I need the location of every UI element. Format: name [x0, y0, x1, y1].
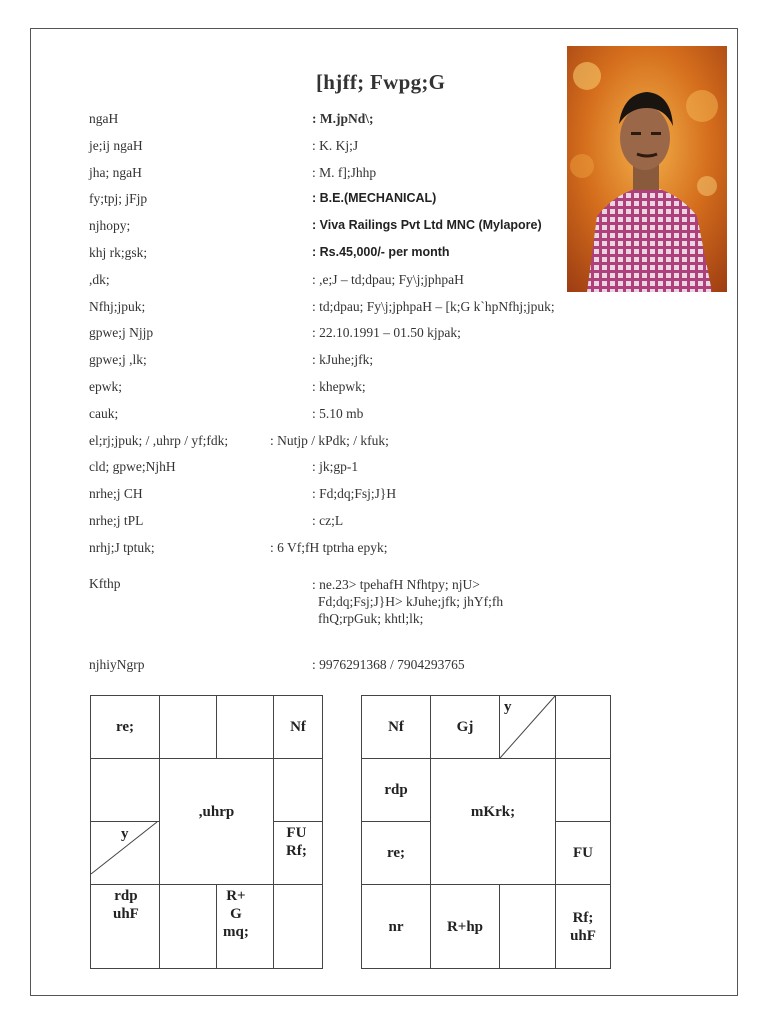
detail-value: : Viva Railings Pvt Ltd MNC (Mylapore): [312, 218, 542, 233]
rasi-y-label: y: [121, 826, 129, 842]
navamsa-y-label: y: [504, 699, 512, 715]
detail-value: : 22.10.1991 – 01.50 kjpak;: [312, 325, 461, 341]
address-value: [312, 576, 503, 627]
detail-value: : ,e;J – td;dpau; Fy\j;jphpaH: [312, 271, 464, 287]
rasi-cell-3: [216, 695, 274, 759]
rasi-cell-6: FU Rf;: [273, 821, 323, 885]
navamsa-cell-10: nr: [361, 884, 431, 969]
detail-label: el;rj;jpuk; / ,uhrp / yf;fdk;: [89, 432, 229, 448]
detail-value: : Fd;dq;Fsj;J}H: [312, 486, 397, 502]
detail-value: : B.E.(MECHANICAL): [312, 191, 437, 206]
detail-value: : M. f];Jhhp: [312, 164, 377, 180]
detail-label: nrhe;j CH: [89, 486, 143, 502]
rasi-cell-2: [159, 695, 217, 759]
rasi-cell-11: [90, 821, 160, 885]
navamsa-cell-8: [499, 884, 556, 969]
detail-label: jha; ngaH: [89, 164, 142, 180]
detail-label: nrhe;j tPL: [89, 513, 144, 528]
detail-value: : K. Kj;J: [312, 137, 359, 153]
detail-label: Nfhj;jpuk;: [89, 298, 146, 314]
navamsa-center: mKrk;: [430, 758, 556, 885]
detail-label: cauk;: [89, 405, 119, 421]
detail-value: : Rs.45,000/- per month: [312, 245, 450, 259]
detail-value: : td;dpau; Fy\j;jphpaH – [k;G k`hpNfhj;jpuk;: [312, 298, 555, 314]
detail-label: nrhj;J tptuk;: [89, 539, 155, 555]
detail-value: : jk;gp-1: [312, 459, 359, 475]
address-line-1: : ne.23> tpehafH Nfhtpy; njU>: [312, 577, 480, 592]
detail-label: njhopy;: [89, 218, 131, 234]
rasi-cell-4: Nf: [273, 695, 323, 759]
navamsa-cell-7: Rf; uhF: [555, 884, 611, 969]
navamsa-cell-11: re;: [361, 821, 431, 885]
detail-label: khj rk;gsk;: [89, 245, 148, 260]
navamsa-cell-5: [555, 758, 611, 822]
rasi-cell-9: [159, 884, 217, 969]
contact-label: njhiyNgrp: [89, 657, 145, 672]
navamsa-cell-4: [555, 695, 611, 759]
detail-label: ,dk;: [89, 271, 110, 287]
detail-label: epwk;: [89, 379, 122, 394]
detail-label: fy;tpj; jFjp: [89, 191, 148, 207]
rasi-center: ,uhrp: [159, 758, 274, 885]
detail-label: je;ij ngaH: [89, 137, 143, 153]
navamsa-cell-9: R+hp: [430, 884, 500, 969]
address-line-3: fhQ;rpGuk; khtl;lk;: [318, 611, 424, 626]
detail-value: : 6 Vf;fH tptrha epyk;: [270, 539, 388, 555]
detail-label: ngaH: [89, 111, 119, 126]
navamsa-cell-3: [499, 695, 556, 759]
detail-value: : Nutjp / kPdk; / kfuk;: [270, 432, 389, 448]
profile-photo: [567, 46, 727, 292]
detail-value: : kJuhe;jfk;: [312, 352, 374, 368]
contact-value: : 9976291368 / 7904293765: [312, 657, 465, 672]
detail-label: gpwe;j ,lk;: [89, 352, 147, 368]
detail-value: : 5.10 mb: [312, 405, 364, 421]
rasi-cell-1: re;: [90, 695, 160, 759]
address-label: Kfthp: [89, 576, 121, 591]
address-line-2: Fd;dq;Fsj;J}H> kJuhe;jfk; jhYf;fh: [318, 594, 504, 609]
rasi-cell-5: [273, 758, 323, 822]
detail-label: gpwe;j Njjp: [89, 325, 154, 341]
document-title: [hjff; Fwpg;G: [316, 70, 446, 94]
detail-value: : M.jpNd\;: [312, 111, 374, 126]
rasi-cell-12: [90, 758, 160, 822]
navamsa-cell-2: Gj: [430, 695, 500, 759]
navamsa-cell-12: rdp: [361, 758, 431, 822]
detail-label: cld; gpwe;NjhH: [89, 459, 176, 475]
navamsa-cell-6: FU: [555, 821, 611, 885]
navamsa-cell-1: Nf: [361, 695, 431, 759]
rasi-cell-10: rdp uhF: [90, 884, 160, 969]
rasi-cell-8: R+ G mq;: [216, 884, 274, 969]
rasi-cell-7: [273, 884, 323, 969]
detail-value: : cz;L: [312, 513, 344, 528]
detail-value: : khepwk;: [312, 379, 366, 394]
